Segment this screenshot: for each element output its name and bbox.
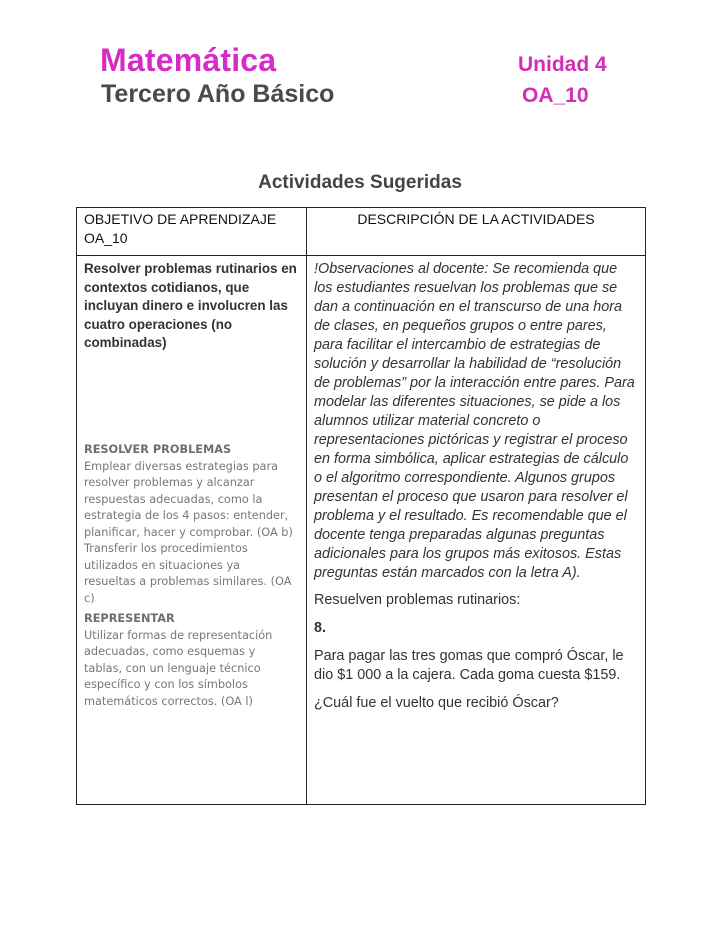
- skill-heading: REPRESENTAR: [84, 612, 175, 625]
- section-title: Actividades Sugeridas: [258, 172, 462, 193]
- unit-label: Unidad 4: [518, 53, 607, 76]
- header-objective: OBJETIVO DE APRENDIZAJE OA_10: [77, 208, 307, 256]
- skill-heading: RESOLVER PROBLEMAS: [84, 443, 232, 456]
- objective-text: Resolver problemas rutinarios en contextos cotidianos, que incluyan dinero e involucren las cuatro operaciones (no combinadas): [84, 261, 297, 350]
- problem-number: 8.: [314, 620, 327, 636]
- skill-text: Emplear diversas estrategias para resolver problemas y alcanzar respuestas adecuadas, como la estrategia de los 4 pasos: entender, planificar, hacer y comprobar. (OA b) Transferir los procedimientos utilizados en situaciones ya resueltas a problemas similares. (OA c): [84, 459, 293, 605]
- activity-intro: Resuelven problemas rutinarios:: [314, 592, 521, 608]
- teacher-observations: !Observaciones al docente: Se recomienda que los estudiantes resuelvan los problemas que se dan a continuación en el transcurso de una hora de clases, en pequeños grupos o entre pares, para facilitar el intercambio de estrategias de solución y desarrollar la habilidad de “resolución de problemas” por la interacción entre pares. Para modelar las diferentes situaciones, se pide a los alumnos utilizar material concreto o representaciones pictóricas y registrar el proceso en forma simbólica, aplicar estrategias de cálculo o el algoritmo correspondiente. Algunos grupos presentan el proceso que usaron para resolver el problema y el resultado. Es recomendable que el docente tenga preparadas algunas preguntas adicionales para los grupos más exitosos. Estas preguntas están marcados con la letra A).: [314, 261, 635, 581]
- skills-block: [84, 442, 294, 710]
- problem-question: ¿Cuál fue el vuelto que recibió Óscar?: [314, 695, 559, 711]
- description-cell: [307, 256, 646, 805]
- table-row: [77, 256, 646, 805]
- skill-text: Utilizar formas de representación adecuadas, como esquemas y tablas, con un lenguaje técnico específico y con los símbolos matemáticos correctos. (OA l): [84, 628, 273, 708]
- problem-text: Para pagar las tres gomas que compró Óscar, le dio $1 000 a la cajera. Cada goma cuesta $159.: [314, 648, 624, 683]
- subject-title: Matemática: [100, 42, 277, 78]
- grade-title: Tercero Año Básico: [101, 80, 335, 108]
- table-header-row: [77, 208, 646, 256]
- objective-cell: [77, 256, 307, 805]
- header-description: DESCRIPCIÓN DE LA ACTIVIDADES: [307, 208, 646, 256]
- activities-table: [76, 207, 646, 805]
- oa-code-label: OA_10: [522, 84, 589, 107]
